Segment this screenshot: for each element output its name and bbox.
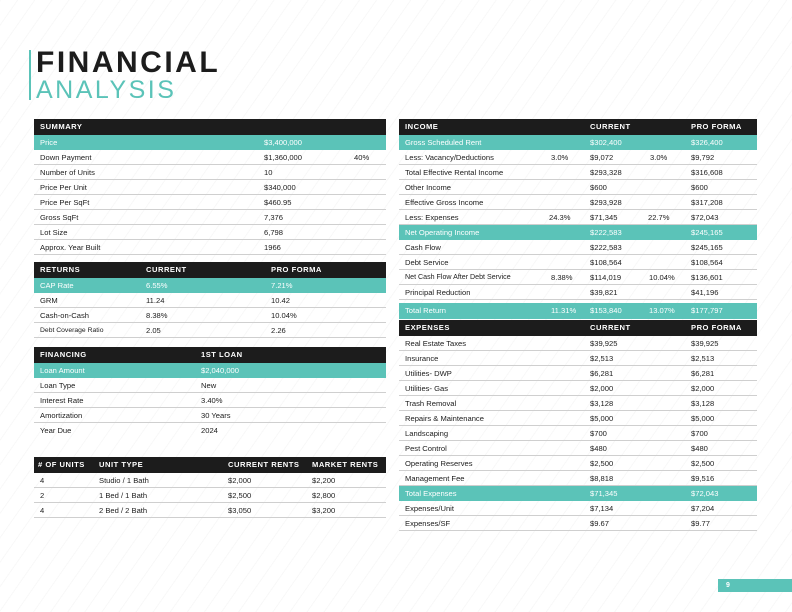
income-current: $108,564 [590, 258, 622, 267]
expenses-current: $8,818 [590, 474, 614, 483]
page-title: FINANCIAL [36, 46, 221, 79]
expenses-label: Operating Reserves [405, 459, 473, 468]
income-current: $293,928 [590, 198, 622, 207]
income-label: Cash Flow [405, 243, 441, 252]
income-current-pct: 24.3% [549, 213, 571, 222]
returns-label: Cash-on-Cash [40, 311, 89, 320]
returns-row [34, 323, 386, 338]
income-pro-forma: $245,165 [691, 228, 723, 237]
income-label: Net Cash Flow After Debt Service [405, 273, 511, 281]
income-label: Net Operating Income [405, 228, 480, 237]
summary-row-price [34, 135, 386, 150]
summary-row [34, 225, 386, 240]
expenses-pro-forma: $2,000 [691, 384, 715, 393]
returns-current: 11.24 [146, 296, 165, 305]
expenses-header [399, 320, 757, 336]
financing-value: 30 Years [201, 411, 231, 420]
financing-value: $2,040,000 [201, 366, 240, 375]
expenses-label: Total Expenses [405, 489, 457, 498]
income-current: $153,840 [590, 306, 622, 315]
summary-label: Approx. Year Built [40, 243, 101, 252]
expenses-current: $2,500 [590, 459, 614, 468]
summary-row [34, 165, 386, 180]
expenses-row [399, 471, 757, 486]
summary-value: $340,000 [264, 183, 296, 192]
summary-label: Price [40, 138, 58, 147]
income-row [399, 165, 757, 180]
income-header-label: INCOME [405, 122, 439, 131]
summary-label: Lot Size [40, 228, 68, 237]
expenses-label: Utilities- DWP [405, 369, 452, 378]
expenses-current: $9.67 [590, 519, 610, 528]
units-row [34, 473, 386, 488]
income-row [399, 210, 757, 225]
expenses-pro-forma: $700 [691, 429, 708, 438]
expenses-row [399, 516, 757, 531]
financing-value: 2024 [201, 426, 218, 435]
income-current: $9,072 [590, 153, 614, 162]
returns-header [34, 262, 386, 278]
expenses-pro-forma: $39,925 [691, 339, 719, 348]
expenses-pro-forma: $9,516 [691, 474, 715, 483]
expenses-row [399, 366, 757, 381]
expenses-pro-forma: $5,000 [691, 414, 715, 423]
returns-row [34, 293, 386, 308]
summary-value: 7,376 [264, 213, 284, 222]
units-market-rent: $2,200 [312, 476, 336, 485]
expenses-row [399, 456, 757, 471]
expenses-table [399, 320, 757, 531]
summary-label: Down Payment [40, 153, 92, 162]
expenses-current: $700 [590, 429, 607, 438]
income-row [399, 180, 757, 195]
income-row-net-operating-income [399, 225, 757, 240]
income-pro-forma-pct: 22.7% [648, 213, 670, 222]
expenses-label: Repairs & Maintenance [405, 414, 484, 423]
income-current: $222,583 [590, 228, 622, 237]
expenses-pro-forma: $480 [691, 444, 708, 453]
expenses-current: $480 [590, 444, 607, 453]
returns-table [34, 262, 386, 338]
financing-value: 3.40% [201, 396, 223, 405]
returns-pro-forma: 2.26 [271, 326, 286, 335]
summary-row [34, 150, 386, 165]
returns-header-pro-forma: PRO FORMA [271, 265, 322, 274]
expenses-header-pro-forma: PRO FORMA [691, 323, 742, 332]
income-pro-forma-pct: 13.07% [649, 306, 675, 315]
income-current: $600 [590, 183, 607, 192]
expenses-current: $7,134 [590, 504, 614, 513]
expenses-label: Management Fee [405, 474, 465, 483]
expenses-header-label: EXPENSES [405, 323, 450, 332]
expenses-current: $3,128 [590, 399, 614, 408]
financing-row [34, 378, 386, 393]
summary-value: 10 [264, 168, 273, 177]
financing-label: Interest Rate [40, 396, 84, 405]
income-label: Less: Expenses [405, 213, 459, 222]
expenses-pro-forma: $2,500 [691, 459, 715, 468]
income-label: Total Effective Rental Income [405, 168, 504, 177]
income-label: Total Return [405, 306, 446, 315]
income-current: $71,345 [590, 213, 618, 222]
summary-extra: 40% [354, 153, 370, 162]
returns-label: GRM [40, 296, 58, 305]
financing-label: Loan Amount [40, 366, 85, 375]
units-header-market-rents: MARKET RENTS [312, 460, 379, 469]
expenses-label: Expenses/SF [405, 519, 451, 528]
expenses-current: $5,000 [590, 414, 614, 423]
units-header [34, 457, 386, 473]
financing-row [34, 408, 386, 423]
units-header-current-rents: CURRENT RENTS [228, 460, 300, 469]
financing-row-loan-amount [34, 363, 386, 378]
income-pro-forma: $108,564 [691, 258, 723, 267]
summary-header-label: SUMMARY [40, 122, 83, 131]
units-header-type: UNIT TYPE [99, 460, 144, 469]
income-row [399, 270, 757, 285]
returns-current: 6.55% [146, 281, 168, 290]
expenses-current: $39,925 [590, 339, 618, 348]
income-table [399, 119, 757, 319]
income-pro-forma-pct: 3.0% [650, 153, 668, 162]
summary-row [34, 195, 386, 210]
summary-row [34, 180, 386, 195]
income-current: $293,328 [590, 168, 622, 177]
income-current-pct: 11.31% [551, 306, 577, 315]
expenses-current: $2,000 [590, 384, 614, 393]
income-row-total-return [399, 303, 757, 319]
summary-row [34, 210, 386, 225]
income-row [399, 255, 757, 270]
units-count: 4 [40, 476, 45, 485]
income-label: Other Income [405, 183, 452, 192]
income-header-current: CURRENT [590, 122, 631, 131]
expenses-current: $2,513 [590, 354, 614, 363]
income-row [399, 240, 757, 255]
units-current-rent: $2,500 [228, 491, 252, 500]
expenses-label: Landscaping [405, 429, 449, 438]
returns-header-label: RETURNS [40, 265, 81, 274]
income-pro-forma: $245,165 [691, 243, 723, 252]
units-type: 2 Bed / 2 Bath [99, 506, 148, 515]
summary-label: Price Per Unit [40, 183, 87, 192]
financing-header [34, 347, 386, 363]
income-pro-forma: $316,608 [691, 168, 723, 177]
expenses-current: $6,281 [590, 369, 614, 378]
expenses-label: Real Estate Taxes [405, 339, 467, 348]
units-table [34, 457, 386, 518]
income-pro-forma: $9,792 [691, 153, 715, 162]
summary-value: $3,400,000 [264, 138, 303, 147]
summary-label: Number of Units [40, 168, 95, 177]
summary-header [34, 119, 386, 135]
expenses-current: $71,345 [590, 489, 618, 498]
income-label: Principal Reduction [405, 288, 471, 297]
returns-row-cap-rate [34, 278, 386, 293]
units-type: Studio / 1 Bath [99, 476, 149, 485]
expenses-row [399, 411, 757, 426]
units-type: 1 Bed / 1 Bath [99, 491, 148, 500]
financing-label: Loan Type [40, 381, 76, 390]
expenses-label: Expenses/Unit [405, 504, 454, 513]
income-row [399, 150, 757, 165]
units-count: 2 [40, 491, 45, 500]
units-market-rent: $2,800 [312, 491, 336, 500]
income-row [399, 285, 757, 300]
page-subtitle: ANALYSIS [36, 76, 177, 104]
income-current: $222,583 [590, 243, 622, 252]
financing-label: Year Due [40, 426, 72, 435]
expenses-row [399, 381, 757, 396]
summary-value: $460.95 [264, 198, 292, 207]
income-pro-forma-pct: 10.04% [649, 273, 675, 282]
returns-label: Debt Coverage Ratio [40, 327, 104, 334]
financing-row [34, 393, 386, 408]
expenses-row [399, 336, 757, 351]
financing-label: Amortization [40, 411, 83, 420]
units-current-rent: $2,000 [228, 476, 252, 485]
financing-table [34, 347, 386, 438]
financing-header-label: FINANCING [40, 350, 87, 359]
expenses-label: Utilities- Gas [405, 384, 449, 393]
expenses-pro-forma: $9.77 [691, 519, 711, 528]
returns-label: CAP Rate [40, 281, 74, 290]
income-pro-forma: $72,043 [691, 213, 719, 222]
units-row [34, 503, 386, 518]
income-row-gross-scheduled-rent [399, 135, 757, 150]
expenses-pro-forma: $3,128 [691, 399, 715, 408]
expenses-row [399, 351, 757, 366]
summary-row [34, 240, 386, 255]
income-label: Effective Gross Income [405, 198, 484, 207]
returns-current: 2.05 [146, 326, 161, 335]
expenses-label: Pest Control [405, 444, 447, 453]
expenses-pro-forma: $72,043 [691, 489, 719, 498]
units-row [34, 488, 386, 503]
returns-pro-forma: 7.21% [271, 281, 293, 290]
summary-value: $1,360,000 [264, 153, 303, 162]
expenses-row [399, 441, 757, 456]
returns-current: 8.38% [146, 311, 168, 320]
units-header-count: # OF UNITS [38, 460, 85, 469]
income-pro-forma: $177,797 [691, 306, 723, 315]
income-pro-forma: $136,601 [691, 273, 723, 282]
financing-row [34, 423, 386, 438]
financing-value: New [201, 381, 217, 390]
income-header [399, 119, 757, 135]
income-current: $39,821 [590, 288, 618, 297]
expenses-pro-forma: $2,513 [691, 354, 715, 363]
income-label: Debt Service [405, 258, 449, 267]
expenses-label: Trash Removal [405, 399, 457, 408]
income-pro-forma: $317,208 [691, 198, 723, 207]
expenses-row [399, 426, 757, 441]
returns-header-current: CURRENT [146, 265, 187, 274]
expenses-pro-forma: $6,281 [691, 369, 715, 378]
income-current: $114,019 [590, 273, 622, 282]
expenses-row [399, 501, 757, 516]
title-accent-bar [29, 50, 31, 100]
summary-label: Gross SqFt [40, 213, 79, 222]
income-header-pro-forma: PRO FORMA [691, 122, 742, 131]
income-pro-forma: $600 [691, 183, 708, 192]
units-current-rent: $3,050 [228, 506, 252, 515]
units-market-rent: $3,200 [312, 506, 336, 515]
financing-header-loan: 1ST LOAN [201, 350, 243, 359]
returns-pro-forma: 10.04% [271, 311, 297, 320]
income-current-pct: 8.38% [551, 273, 573, 282]
income-pro-forma: $41,196 [691, 288, 719, 297]
returns-row [34, 308, 386, 323]
expenses-pro-forma: $7,204 [691, 504, 715, 513]
page-number: 9 [718, 579, 792, 592]
expenses-row [399, 396, 757, 411]
income-label: Less: Vacancy/Deductions [405, 153, 494, 162]
expenses-label: Insurance [405, 354, 439, 363]
income-current: $302,400 [590, 138, 622, 147]
summary-label: Price Per SqFt [40, 198, 90, 207]
income-row [399, 195, 757, 210]
returns-pro-forma: 10.42 [271, 296, 291, 305]
expenses-row-total [399, 486, 757, 501]
income-current-pct: 3.0% [551, 153, 569, 162]
income-label: Gross Scheduled Rent [405, 138, 482, 147]
summary-value: 6,798 [264, 228, 284, 237]
summary-value: 1966 [264, 243, 281, 252]
income-pro-forma: $326,400 [691, 138, 723, 147]
summary-table [34, 119, 386, 255]
expenses-header-current: CURRENT [590, 323, 631, 332]
units-count: 4 [40, 506, 45, 515]
